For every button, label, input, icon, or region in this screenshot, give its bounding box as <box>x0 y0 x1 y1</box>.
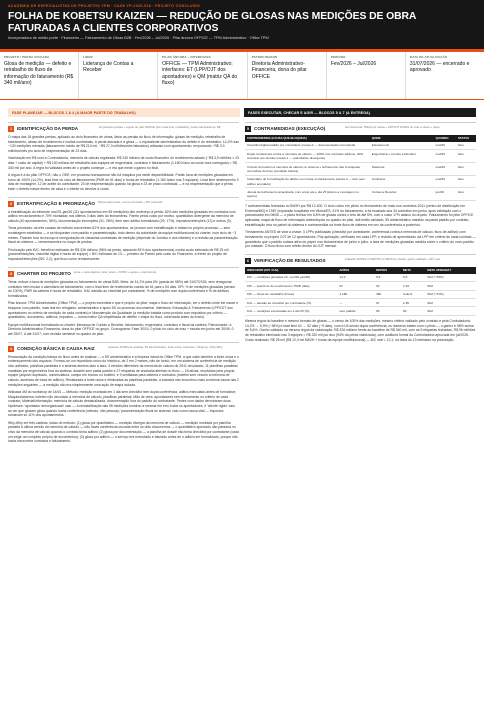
paragraph: Treinamento ANTES de virar a chave: 3 LPPs publicadas (checklist por contratante, conferência contra a memória de cálculo, fluxo de aditivo) com treinamento no próprio OJT de 12 apontadores. Pós-aplicação, verificado em cada LPP, e revisão de aprendizado via LPP em critério de cada contrato — garantindo que o padrão rodava além do papel: nos fechamentos de junho e julho, a taxa de medições glosadas medida sobre o critério do novo padrão por unidade. O fluxo ficou com refeito dentro do OJT mensal. <box>245 230 476 249</box>
paragraph: Priorização pelo B/C: benefício estimado de R$ 326 mil/ano (96% da perda, atacando 81% dos apontamentos) contra custo estimado de R$ 25 mil (parametrizações, checklist digital e horas de equipe) = B/C estimado de 13 — primeiro do Pareto pelo custo do Financeiro, à frente do projeto de impostos/retenções (B/C 2,2), que ficou como remanescente. <box>8 247 229 262</box>
paragraph: Mesma régua do baseline e mesmo formato de glosas — o censo de 100% das medições, mesmo critério validado pelo contrato e pela Controladoria: 14,2% → 5,9% (−58%) e lead time 61 → 52 dias (−9 dias), com a LB sendo dupla conferência; os números batem com o piloto — o ganho é 58% acima de 5,6%. Ganho validado na mesma régua da valorização: R$ 326 mil/ano frente ao baseline de R$ 340 mil, com as 9 etiquetas fechadas. R$ 96 milhões de retrabalho eliminado nas 3 equipes = R$ 320 mil por ano (94% da perda valorizada), com auditoria formal da Controladoria aprovada em jul/2026. Custo realizado: R$ 28 mil (R$ 12,4 mil 5W2H + horas da equipe multifuncional) — B/C real = 12,1, na faixa do 13 estimado na priorização. <box>245 318 476 342</box>
meta-pillar: PILAR ÂNCORA + INTERFACES OFFICE — TPM Administrativo; interfaces: ET (LPP/OJT dos apontadores) e QM (matriz QA do fluxo) <box>158 52 248 99</box>
table-header: ANTES <box>337 267 374 274</box>
section-number: 5 <box>247 127 249 131</box>
section-note: Pareto para custo + tema priorizado + R/C estimado <box>98 200 163 205</box>
section-number: 1 <box>10 127 12 131</box>
section-note: restaurar ANTES de analisar, 5S administrativo, fonte única, etiquetas + Shaping +Why-Why <box>107 344 223 349</box>
paragraph: 7 contramedidas fechadas no 5W2H por R$ 12.400. O ciclo rodou em piloto no fechamento de maio nos contratos 2041 (centro de distribuição em Extrema/MG) e 1987 (expansão hospitalar em Vitória/ES; 31% do faturamento, a foi escalado aos 34 contratos em junho, após validação com o patrocinador em 06/06 — o piloto fechou em 6,8% de glosas contra o teto de até 6%, com o custo 17% abaixo do orçado. Faturamento foi pilar OFFICE aplicadas; mapa de fluxo de informação antes/depois no quadro do pilar, dali então validado, 55 administrativo mantido na pasta padrão por contrato, estratificação viva no painel do sistema e contramedida na fonte fluxo de sistema em vez da conferência a posteriori. <box>245 204 474 227</box>
table-row: KAI — adesão ao checklist por contratante (%) — 97 ≥ 95 SIM <box>245 299 476 307</box>
table-row: KPI — medições glosadas (%, nov/25–jan/26) 14,2 5,9 6,0 SIM (−58%) <box>245 274 476 282</box>
paragraph: Tema: reduzir a taxa de medições glosadas no faturamento de obras B2B. Meta: de 14,2% para 6% (queda de 58%) até 31/07/2026, sem renegociar contratos nem mudar o calendário de faturamento, com o lead time de recebimento caindo de 61 para ≤ 54 dias. KPI: % de medições glosadas (sensor do 100%), PMR da carteira e horas de retrabalho. KAI: adesão ao checklist por contratante, % de medições com dupla conferência e % de aditivos formalizados. <box>8 279 236 298</box>
section-title: CHARTER DO PROJETO <box>17 270 71 276</box>
section-stratification <box>8 197 239 262</box>
section-note: Sem Executar: 5W2H por causa + LPP/OJT ANTES de virar a chave + piloto <box>344 125 440 129</box>
section-results <box>245 254 476 342</box>
countermeasures-table <box>245 135 476 201</box>
table-row: Calendário de formalização de aditivo com trava no faturamento (causa 3 — item sem aditivo acordado) Contratos mai/26 feito <box>245 175 476 188</box>
section-number: 4 <box>10 346 12 351</box>
header-kicker: ACADEMIA DE ESPECIALISTAS DE PROJETOS YPM · CASE YP-2026-018 · PROJETO CONCLUÍDO <box>8 4 201 8</box>
section-loss-identification <box>8 122 239 192</box>
table-header: DEPOIS <box>374 267 401 274</box>
section-title: ESTRATIFICAÇÃO E PRIORIZAÇÃO <box>17 200 96 206</box>
section-note: indicador ANTES vs DEPOIS vs META do charter, ganho validado + B/C real <box>344 256 440 261</box>
section-note: tema + meta objetiva, valor, prazo + KPI/Kl + equipe + pilar âncora <box>73 270 157 275</box>
meta-project: PROJETO / PERDA ATACADA Glosa de medição — defeito e retrabalho do fluxo de informação do faturamento (R$ 340 mil/ano) <box>0 52 79 99</box>
page-title: FOLHA DE KOBETSU KAIZEN — REDUÇÃO DE GLOSAS NAS MEDIÇÕES DE OBRA FATURADAS A CLIENTES CORPORATIVOS <box>8 10 416 34</box>
paragraph: Restauração da condição básica do fluxo antes de analisar — o 5S administrativo e a limpeza inicial do Office TPM, a que cabe também a fonte única e o endereçamento dos arquivos. Formou-se um repositório único do histórico, de 2 em 2 meses, não de fundo, em um sistema de conferência de medição não unificado; planilhas paralelas e o sistema abertos lado a lado: 3 versões diferentes da memória de cálculo de 2041 circulando, 11 planilhas paralelas mantidas por engenheiros fora do sistema, dossiês sem pasta padrão e 27 etiquetas de anomalia abertas no fluxo — 18 ativas, resolvidas pela própria equipe (arquivo duplicado, nomenclatura, campo em branco no boletim, e 9 ventiladas para sistema e contratos (boletim sem vínculo à memória de cálculo, ausência de trava de aditivo). Restaurada a fonte única e eliminadas as planilhas paralelas, a amostra não encontrou mais a mesma causa nas 2 medições seguintes — a medição não era simplesmente uma ação de etapa isolada. <box>8 354 239 387</box>
section-title: CONTRAMEDIDAS (EXECUÇÃO) <box>254 126 326 131</box>
page-header <box>0 0 484 49</box>
section-root-cause <box>8 342 239 445</box>
header-subtitle: Incorporadora de médio porte · Financeiro — Faturamento de Obras B2B · Fev/2026 – Jul/2026 · Pilar âncora OFFICE — TPM Administrativo · Office TPM <box>8 36 269 41</box>
table-header: QUEM <box>370 135 434 142</box>
phase-plan-label: FASE PLANEJAR — BLOCOS 1 A 4 (A MAIOR PARTE DO TRABALHO) <box>8 108 240 117</box>
phase-execute-label: FASES EXECUTAR, CHECAR E AGIR — BLOCOS 5 A 7 (A ENTREGA) <box>244 108 476 117</box>
left-column <box>8 117 239 447</box>
table-row: Janela de fechamento antecipada, com envio até o dia 25 (ânimo a montagem no aperto) Contas a Receber jun/26 feito <box>245 188 476 201</box>
phase-bars <box>0 100 484 117</box>
table-row: KAI — medições executadas em ≤ dia 25 (%) sem padrão 80 80 SIM <box>245 307 476 315</box>
table-row: Dupla conferência contra a memória de cálculo — 100% nos contratos aditivos, 30% amostral nos demais (causa 1 — quantitativo divergente) Engenharia + Contas a Receber mai/26 feito <box>245 150 476 163</box>
section-title: IDENTIFICAÇÃO DA PERDA <box>17 126 79 131</box>
table-header: STATUS <box>456 135 476 142</box>
section-number: 2 <box>10 201 12 206</box>
content-columns <box>0 117 484 447</box>
paragraph: Why-Why em três cadeias, todas de método: (1) glosa por quantitativo — medição divergia da memória de cálculo — medição montada por planilha paralela à última versão da memória de cálculo — não havia conferência cruzada entre os dois documentos — o quantitativo apontado não passava no crivo da memória de cálculo quando o contrato tinha aditivo; (2) glosa por documentação — a planilha de dossiê não tinha checklist por contratante (cada um exige um conjunto próprio de documentos); (3) glosa por aditivo — o serviço era executado e faturado antes de o aditivo ser formalizado, porque não havia trava entre contratos e faturamento. <box>8 420 239 444</box>
table-header: CONTRAMEDIDA (CAUSA QUE BLOQUEIA) <box>245 135 370 142</box>
paragraph: Ishikawa 4M do workshop de 14/04 — Método: medição montada em 1 dia sem checklist nem dupla conferência, aditivo executado antes de formalizar; Máquina/sistema: boletim não vinculado à memória de cálculo, planilhas paralelas; Mão de obra: apontadores sem treinamento no critério de cada contrato; Material/informação: memória de cálculo desatualizada, documentação fora do padrão do contratante. Testes com dados derrubaram duas hipóteses: 'apontador desorganizado' caiu — a reclassificação das 55 medições mostrou a mesma em erro todos os apontadores, e 'cliente rígido' caiu ao ver que glosam glosa quando havia conferência (método, não pessoa); 'parametrização fiscal do sistema' caiu como causa vital — impostos somavam só 11% dos apontamentos. <box>8 389 237 418</box>
paragraph: A régua é a do pilar OFFICE, não o OEE: em processo transacional não há máquina pra medir disponibilidade. Partia: taxa de medições glosadas em torno de 100% (14,2%), lead time do ciclo de faturamento (PMR de 61 dias) e horas de retrabalho (1.180 h/ano nas 3 equipes). Lead time desempenho 3 dias de montagem, 12 de aceite do contratante, 23 de reapresentação quando há glosa e 23 de prazo contratual — é na reapresentação que a perda bate: o defeito nasce dentro de casa e o cliente só devolve a conta. <box>8 173 239 192</box>
paragraph: Equipe multifuncional formalizada no charter: liderança de Contas a Receber, faturamento, engenharia, contratos e fiscal da carteira. Patrocinador: a Diretoria Administrativo-Financeira, dona do pilar OFFICE no grupo. Cronograma: Fase 30/24, 0 piloto no ciclo de mao + escala em junho até 30/06, 0 até 25/07, A até 31/07; com revisão semanal no quadro do pilar. <box>8 322 234 336</box>
meta-leader: LÍDER Liderança de Contas a Receber <box>79 52 158 99</box>
meta-sponsor: PATROCINADOR Diretoria Administrativo-Financeira, dona do pilar OFFICE <box>248 52 327 99</box>
paragraph: O mapa das 16 grandes perdas, aplicado ao ciclo financeiro de obras, listou as perdas do fluxo de informação: glosas de medição, retrabalho de faturamento, atraso de recebimento e multas contratuais. A perda atacada é a glosa — o equivalente administrativo do defeito e do retrabalho: 14,2% das ~130 medições mensais (faturamento médio de R$ 210 mil, ~R$ 27,3 milhões/mês faturados) voltavam com apontamento, empurrando ~R$ 3,9 milhões/mês pro ciclo de reapresentação de 23 dias. <box>8 135 239 154</box>
paragraph: Tema priorizado: as três causas de método concentram 81% dos apontamentos, se provam com estratificação e tratam no próprio processo — sem modelagem estatística — e se bloqueiam com padrão e parametrização, todo dentro da autoridade da equipe multifuncional do charter, num ciclo de ~3 meses. Ficaram fora do escopo a renegociação de cláusulas contratuais de medição (depende do Jurídico e dos clientes) e a revisão da parametrização fiscal do sistema — remanescentes no mapa de perdas. <box>8 226 238 245</box>
results-table <box>245 267 476 316</box>
paragraph: A estratificação do trimestre nov/25–jan/26 (111 apontamentos em 55 medições) deu endereço à perda: 62% das medições glosadas em contratos com aditivo em andamento e 70% montadas nos últimos 3 dias úteis do fechamento. Pareto pelos custo por motivo: quantitativo divergente da memória de cálculo (40 apontamentos; 36%), documentação incompleta (31; 28%), item sem aditivo formalizado (29; 17%), impostos/retenções (12) e outros (9). <box>8 209 236 224</box>
table-header: META <box>401 267 425 274</box>
table-row: Vínculo do boletim à memória de cálculo no sistema + fechamento das 9 etiquetas vermelhas do fluxo (condição básica) Sistemas mai/26 feito <box>245 162 476 175</box>
section-title: VERIFICAÇÃO DE RESULTADOS <box>254 257 326 263</box>
section-charter <box>8 267 239 337</box>
paragraph: Valorização em R$ com a Controladoria, memória de cálculo registrada: R$ 240 mil/ano de custo financeiro do recebimento adiado (~R$ 3,9 milhões × 23 dias + custo de capital) + R$ 100 mil/ano de retrabalho das equipes de engenharia, contratos e faturamento (1.180 h/ano ao custo hora carregado) = R$ 340 mil por ano. A regra foi validada antes de o projeto começar — e ela que mede o ganho no final. <box>8 156 239 170</box>
table-row: KPI — lead time do recebimento / PMR (dias) 61 52 ≤ 54 SIM <box>245 282 476 290</box>
table-header: QUANDO <box>434 135 456 142</box>
table-row: Checklist digital padrão por contratante (causa 2 — documentação incompleta) Faturamento mai/26 feito <box>245 142 476 150</box>
project-meta-strip <box>0 52 484 100</box>
table-header: META ATINGIDA? <box>425 267 476 274</box>
paragraph: Pilar âncora: TPM Administrativo (Office TPM) — o projeto esverdeia e que é próprio do pilar: mapa o fluxo de informação, ver o defeito onde ele nasce e bloquear com padrão, mais leal trio refugiado: administrativo e apoio 5S no processo documental. Interfaces: Educação & Treinamento (LPP/OJT dos apontadores no critério de medição de cada contrato) e Manutenção da Qualidade (a medição tratada como produto com requisitos por critério — quantitativo, documento, aditivos, impostos — numa matriz QA simplificada de defeito × etapa do fluxo, controlada antes do envio). <box>8 301 239 320</box>
section-countermeasures <box>245 122 476 249</box>
section-title: CONDIÇÃO BÁSICA E CAUSA RAIZ <box>17 345 95 351</box>
table-header: INDICADOR (KPI / KAI) <box>245 267 337 274</box>
section-number: 3 <box>10 271 12 276</box>
meta-period: PERÍODO Fev/2026 – Jul/2026 <box>327 52 406 99</box>
meta-updated: DATA DE ATUALIZAÇÃO 31/07/2026 — encerrado e aprovado <box>409 55 470 74</box>
right-column <box>245 117 476 447</box>
section-number: 6 <box>247 258 249 263</box>
section-note: 16 glosados perdas + regras do pilar OFFICE (sim; lead time, retrabalho); perda valorizada em R$ <box>98 125 221 129</box>
table-row: KPI — horas de retrabalho (h/ano) 1.180 460 reduzir SIM (−61%) <box>245 290 476 298</box>
